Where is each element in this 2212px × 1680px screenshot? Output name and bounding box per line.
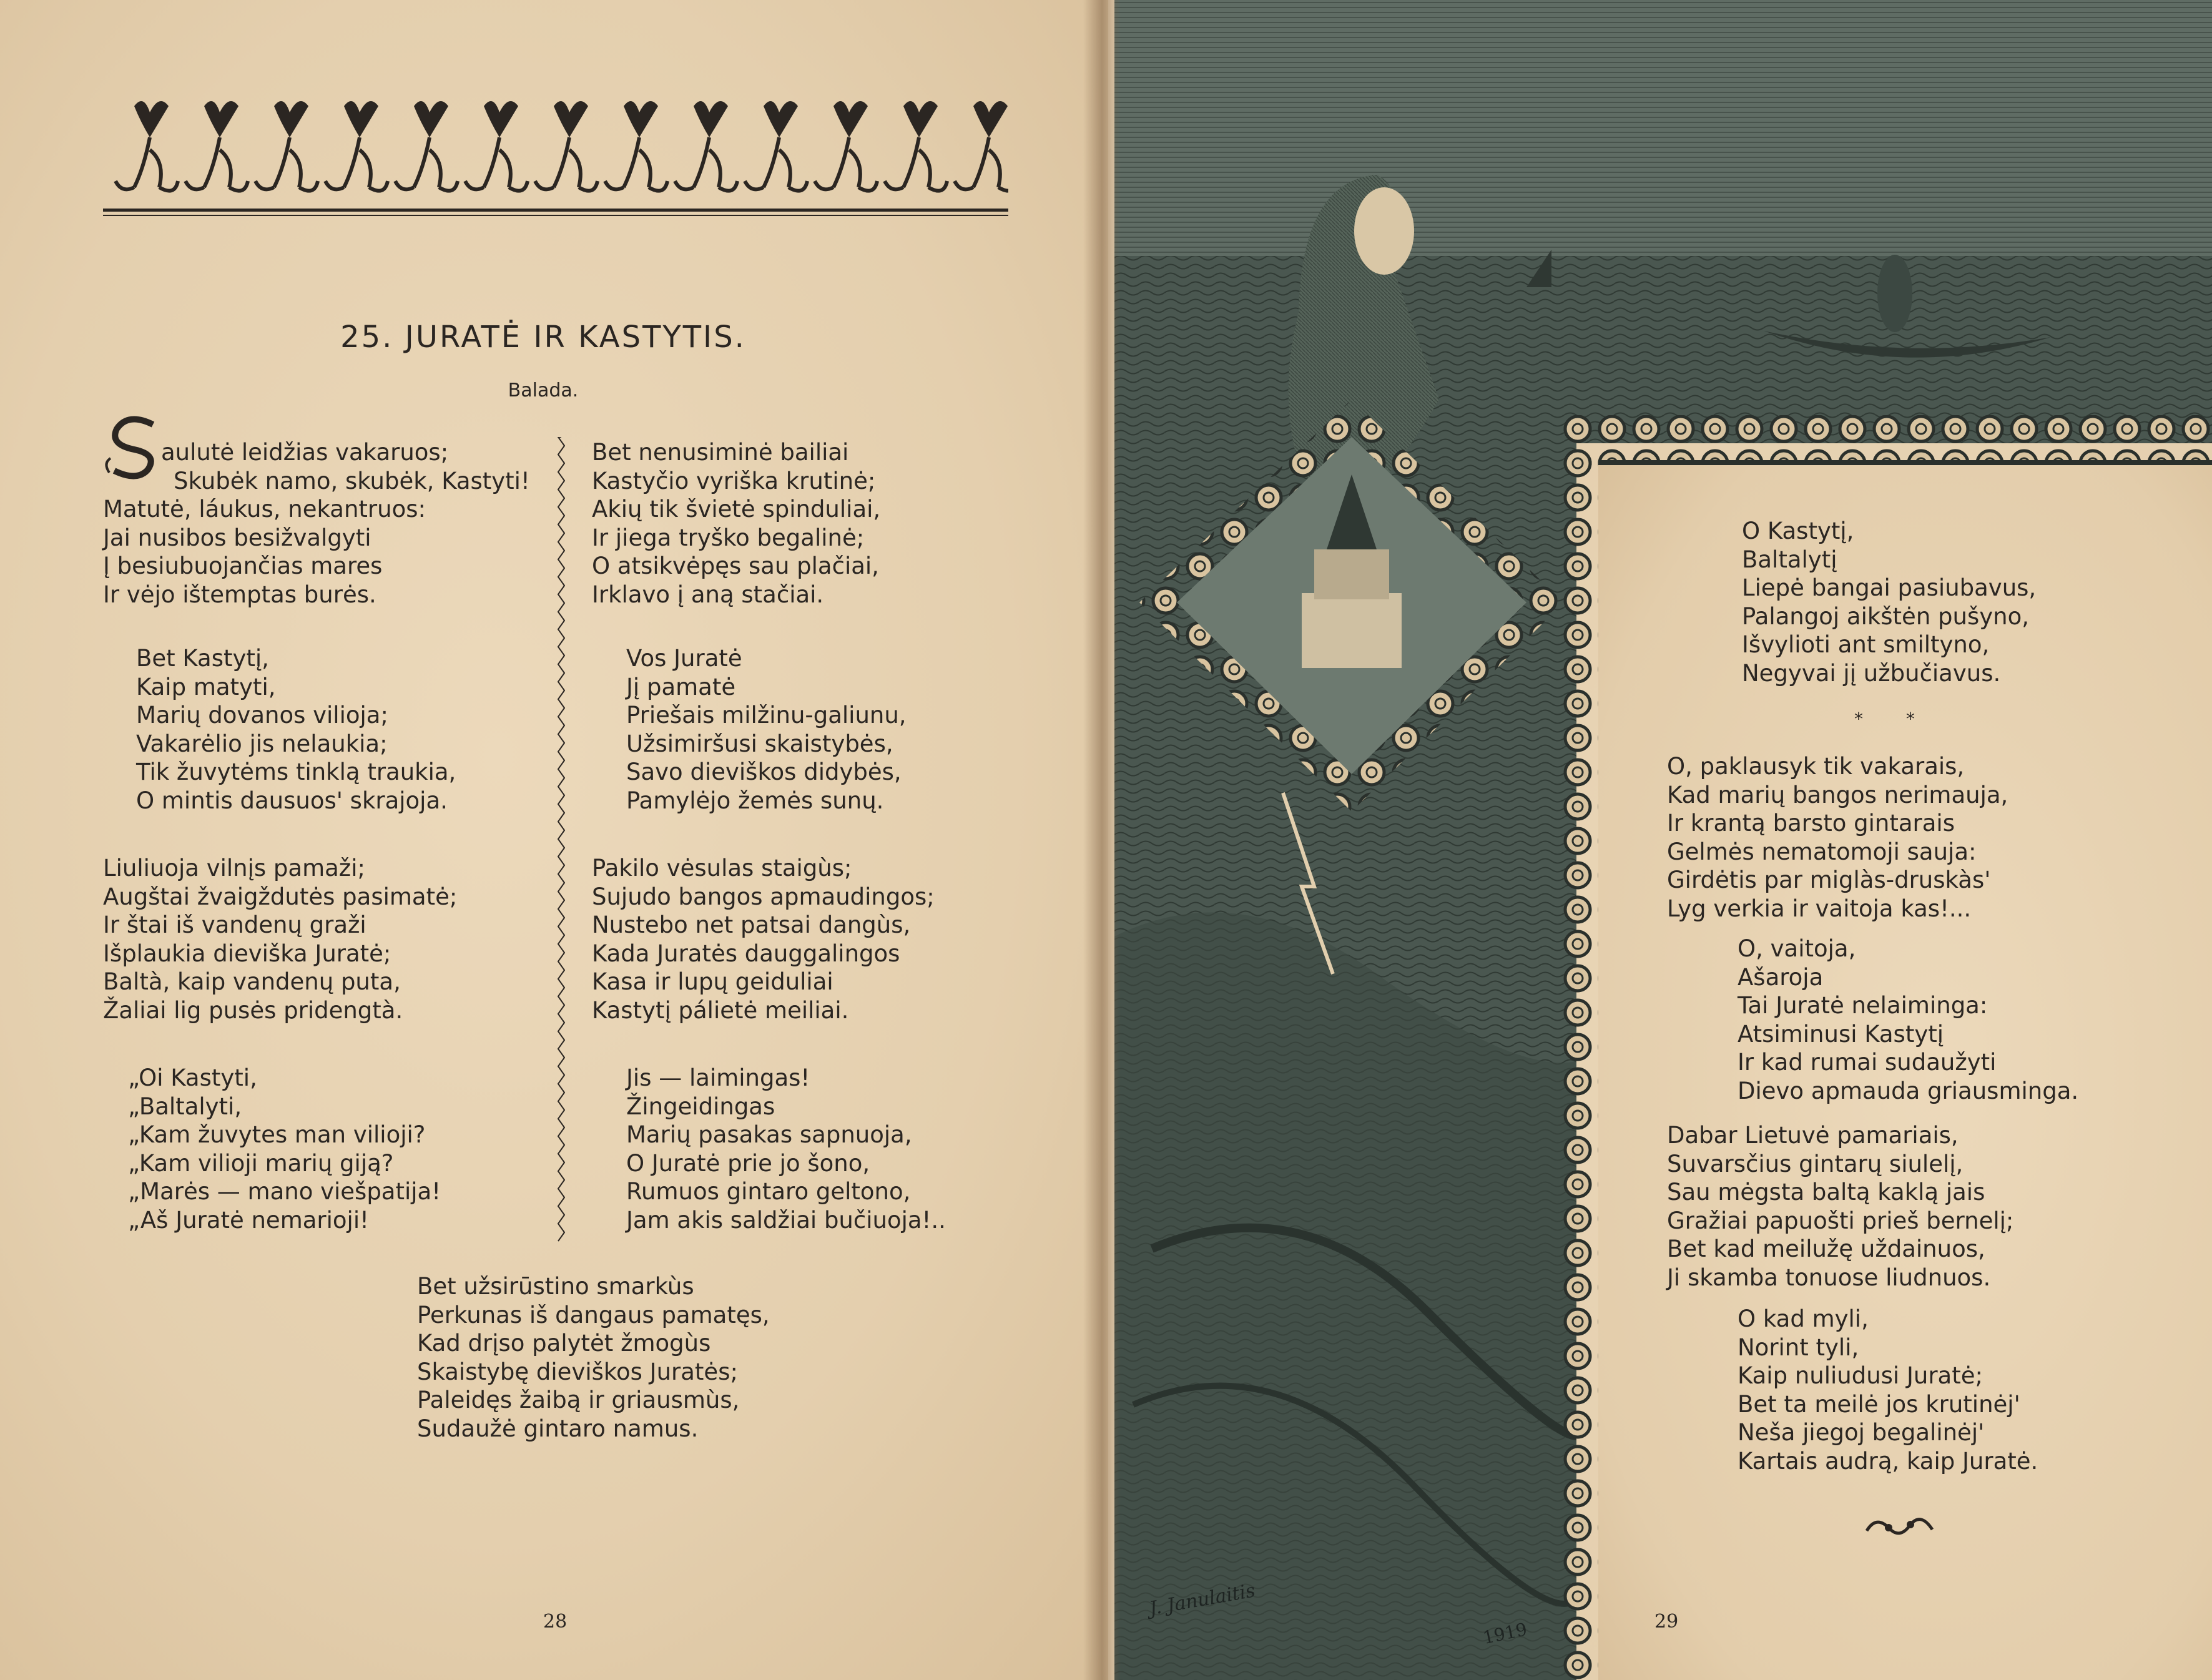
verse-line: Dabar Lietuvė pamariais,: [1667, 1122, 1959, 1149]
poem-title: 25. JURATĖ IR KASTYTIS.: [340, 320, 746, 355]
verse-line: Kaip nuliudusi Juratė;: [1738, 1362, 1983, 1389]
flower-ornament-icon: [955, 101, 1008, 191]
verse-line: Neša jiegoj begalinėj': [1738, 1419, 1985, 1446]
verse-line: „Aš Juratė nemarioji!: [128, 1206, 369, 1234]
verse-line: O atsikvėpęs sau plačiai,: [592, 553, 879, 579]
verse-line: Girdėtis par miglàs-druskàs': [1667, 867, 1991, 893]
verse-line: Į besiubuojančias mares: [103, 553, 383, 579]
verse-line: Vakarėlio jis nelaukia;: [136, 730, 388, 757]
flower-ornament-icon: [395, 101, 458, 191]
verse-line: Užsimiršusi skaistybės,: [626, 730, 893, 757]
verse-line: Žaliai lig pusės pridengtà.: [103, 996, 403, 1024]
verse-line: Liuliuoja vilnįs pamaži;: [103, 855, 365, 882]
verse-line: Žingeidingas: [626, 1093, 775, 1120]
verse-line: „Oi Kastyti,: [128, 1064, 257, 1091]
stanza-bottom: [417, 1272, 770, 1443]
verse-line: Bet nenusiminė bailiai: [592, 439, 849, 466]
verse-line: Pakilo vėsulas staigùs;: [592, 855, 852, 882]
verse-line: Jis — laimingas!: [626, 1064, 810, 1091]
verse-line: Kasa ir lupų geiduliai: [592, 968, 833, 995]
verse-line: Jam akis saldžiai bučiuoja!..: [626, 1206, 946, 1234]
verse-line: Liepė bangai pasiubavus,: [1742, 574, 2037, 601]
verse-line: Atsiminusi Kastytį: [1738, 1020, 1944, 1048]
verse-line: Skubėk namo, skubėk, Kastyti!: [174, 467, 530, 494]
artist-signature: J. Janulaitis: [1148, 1579, 1257, 1620]
verse-line: Tai Juratė nelaiminga:: [1738, 992, 1988, 1019]
end-ornament-icon: [1864, 1512, 1935, 1543]
page-number-right: 29: [1654, 1611, 1679, 1633]
stanza-r3: [592, 854, 935, 1024]
verse-line: Kartais audrą, kaip Juratė.: [1738, 1447, 2038, 1475]
verse-line: Ašaroja: [1738, 963, 1824, 991]
verse-line: Ir štai iš vandenų graži: [103, 911, 366, 938]
artwork-year: 1919: [1481, 1618, 1529, 1649]
flower-ornament-icon: [465, 101, 528, 191]
verse-line: Nustebo net patsai dangùs,: [592, 911, 911, 938]
verse-line: Jai nusibos besižvalgyti: [103, 524, 371, 551]
verse-line: Kad drįso palytėt žmogùs: [417, 1330, 711, 1357]
verse-line: Suvarsčius gintarų siulelį,: [1667, 1150, 1964, 1177]
section-asterisks: * *: [1854, 709, 1934, 729]
stanza-p29-2: [1667, 752, 2008, 923]
verse-line: „Baltalyti,: [128, 1093, 242, 1120]
stanza-l2: [136, 644, 456, 815]
verse-line: Lyg verkia ir vaitoja kas!...: [1667, 895, 1972, 922]
verse-line: Ir vėjo ištemptas burės.: [103, 581, 376, 608]
drop-cap-s-icon: [103, 413, 165, 482]
verse-line: Kad marių bangos nerimauja,: [1667, 781, 2008, 808]
stanza-l4: [128, 1064, 441, 1234]
verse-line: Ji skamba tonuose liudnuos.: [1667, 1264, 1991, 1291]
stanza-p29-3: [1738, 935, 2078, 1105]
header-rule: [103, 209, 1008, 212]
verse-line: „Kam žuvytes man vilioji?: [128, 1121, 426, 1148]
flower-ornament-icon: [815, 101, 877, 191]
verse-line: Išvylioti ant smiltyno,: [1742, 631, 1990, 658]
verse-line: Kastytį pálietė meiliai.: [592, 996, 849, 1024]
verse-line: Tik žuvytėms tinklą traukia,: [136, 759, 456, 785]
zigzag-divider-icon: [558, 437, 565, 1242]
verse-line: Norint tyli,: [1738, 1334, 1859, 1361]
book-gutter: [1083, 0, 1121, 1680]
flower-ornament-icon: [325, 101, 388, 191]
verse-line: O Kastytį,: [1742, 518, 1854, 544]
verse-line: O Juratė prie jo šono,: [626, 1149, 870, 1177]
verse-line: Augštai žvaigždutės pasimatė;: [103, 883, 458, 910]
verse-line: Kada Juratės dauggalingos: [592, 940, 900, 967]
verse-line: Kastyčio vyriška krutinė;: [592, 467, 876, 494]
verse-line: Bet kad meilužę uždainuos,: [1667, 1235, 1985, 1262]
verse-line: aulutė leidžias vakaruos;: [161, 439, 449, 466]
flower-ornament-icon: [535, 101, 597, 191]
verse-line: Akių tik švietė spinduliai,: [592, 496, 881, 523]
verse-line: Išplaukia dieviška Juratė;: [103, 940, 391, 967]
verse-line: Kaip matyti,: [136, 673, 276, 700]
verse-line: Dievo apmauda griausminga.: [1738, 1077, 2079, 1104]
verse-line: Sudaužė gintaro namus.: [417, 1415, 699, 1442]
flower-ornament-icon: [103, 94, 1008, 203]
verse-line: Sau mėgsta baltą kaklą jais: [1667, 1179, 1985, 1206]
verse-line: Ir kad rumai sudaužyti: [1738, 1049, 1997, 1076]
verse-line: Savo dieviškos didybės,: [626, 759, 902, 785]
verse-line: O, vaitoja,: [1738, 935, 1856, 962]
verse-line: Sujudo bangos apmaudingos;: [592, 883, 935, 910]
flower-ornament-icon: [675, 101, 737, 191]
flower-ornament-icon: [745, 101, 807, 191]
header-rule-thin: [103, 215, 1008, 216]
flower-ornament-icon: [255, 101, 318, 191]
stanza-r1: [592, 438, 880, 609]
stanza-r2: [626, 644, 907, 815]
stanza-p29-4: [1667, 1121, 2013, 1292]
flower-ornament-icon: [605, 101, 667, 191]
verse-line: Marių dovanos vilioja;: [136, 702, 388, 729]
verse-line: O kad myli,: [1738, 1305, 1869, 1332]
verse-line: Vos Juratė: [626, 645, 742, 672]
verse-line: Baltalytį: [1742, 546, 1837, 573]
verse-line: „Kam vilioji marių giją?: [128, 1149, 394, 1177]
flower-ornament-icon: [116, 101, 178, 191]
verse-line: Perkunas iš dangaus pamatęs,: [417, 1301, 770, 1329]
flower-ornament-icon: [185, 101, 248, 191]
stanza-p29-5: [1738, 1305, 2038, 1475]
stanza-p29-1: [1742, 517, 2036, 687]
verse-line: Rumuos gintaro geltono,: [626, 1178, 911, 1205]
verse-line: Bet Kastytį,: [136, 645, 269, 672]
verse-line: Gražiai papuošti prieš bernelį;: [1667, 1207, 2014, 1234]
verse-line: Priešais milžinu-galiunu,: [626, 702, 907, 729]
verse-line: Jį pamatė: [626, 673, 736, 700]
verse-line: Skaistybę dieviškos Juratės;: [417, 1358, 738, 1385]
stanza-l3: [103, 854, 457, 1024]
verse-line: Bet ta meilė jos krutinėj': [1738, 1390, 2020, 1418]
stanza-l1: [161, 438, 530, 495]
verse-line: O mintis dausuos' skrajoja.: [136, 787, 448, 814]
verse-line: Ir jiega tryško begalinė;: [592, 524, 865, 551]
verse-line: Paleidęs žaibą ir griausmùs,: [417, 1387, 740, 1413]
verse-line: Negyvai jį užbučiavus.: [1742, 659, 2001, 687]
page-number-left: 28: [543, 1611, 568, 1633]
verse-line: Pamylėjo žemės sunų.: [626, 787, 884, 814]
verse-line: Gelmės nematomoji sauja:: [1667, 838, 1977, 865]
poem-subtitle: Balada.: [508, 380, 579, 401]
stanza-l1b: [103, 495, 426, 609]
verse-line: Matutė, láukus, nekantruos:: [103, 496, 426, 523]
verse-line: Palangoj aikštėn pušyno,: [1742, 602, 2029, 630]
verse-line: Baltà, kaip vandenų puta,: [103, 968, 401, 995]
verse-line: Marių pasakas sapnuoja,: [626, 1121, 912, 1148]
flower-ornament-icon: [885, 101, 947, 191]
stanza-r4: [626, 1064, 946, 1234]
verse-line: Bet užsirūstino smarkùs: [417, 1273, 694, 1300]
verse-line: Ir krantą barsto gintarais: [1667, 810, 1955, 837]
verse-line: „Marės — mano viešpatija!: [128, 1178, 441, 1205]
verse-line: O, paklausyk tik vakarais,: [1667, 753, 1965, 780]
verse-line: Irklavo į aną stačiai.: [592, 581, 824, 608]
